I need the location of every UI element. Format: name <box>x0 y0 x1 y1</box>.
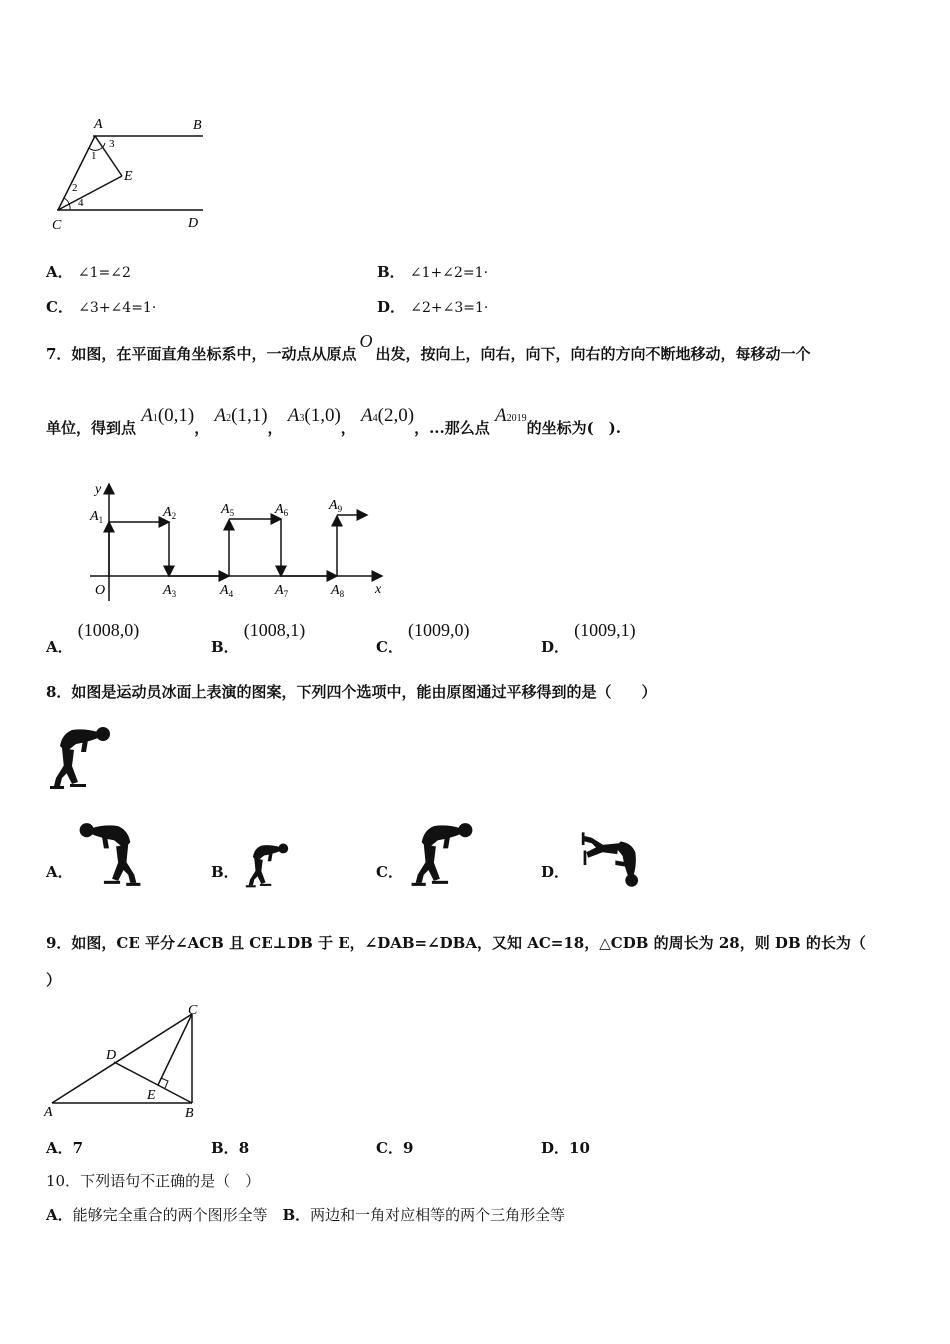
label-a1: $A_1$ <box>90 509 104 525</box>
label-a7: $A_7$ <box>275 583 289 599</box>
point-a4: A4(2,0) <box>361 405 415 426</box>
label-a9: $A_9$ <box>329 498 343 514</box>
label-y: y <box>95 482 102 497</box>
label-x: x <box>375 582 382 597</box>
segment-ce <box>58 176 122 210</box>
q9-option-d[interactable]: D．10 <box>541 1139 590 1157</box>
q10-stem: 10．下列语句不正确的是（ ） <box>46 1172 261 1190</box>
q9-option-b[interactable]: B．8 <box>211 1139 250 1157</box>
label-a: A <box>94 117 103 132</box>
q8-option-a[interactable]: A． <box>46 863 73 881</box>
skater-option-d <box>571 826 647 894</box>
skater-option-c <box>408 818 476 894</box>
q8-stem: 8．如图是运动员冰面上表演的图案，下列四个选项中，能由原图通过平移得到的是（ ） <box>46 683 657 701</box>
label-3: 3 <box>109 138 115 150</box>
label-a: A <box>44 1105 53 1120</box>
q6-option-c[interactable]: C． ∠3+∠4=1· <box>46 298 157 316</box>
point-a1: A1(0,1) <box>141 405 195 426</box>
point-a3: A3(1,0) <box>287 405 341 426</box>
label-4: 4 <box>78 197 84 209</box>
q6-option-b[interactable]: B． ∠1+∠2=1· <box>377 263 489 281</box>
label-c: C <box>52 218 62 233</box>
point-a2: A2(1,1) <box>214 405 268 426</box>
q7-stem-line2: 单位，得到点 A1(0,1)， A2(1,1)， A3(1,0)， A4(2,0)，...那么点 A2019的坐标为( ). <box>46 405 621 437</box>
q6-figure <box>45 112 220 237</box>
q6-option-d[interactable]: D． ∠2+∠3=1· <box>377 298 489 316</box>
label-d: D <box>106 1048 117 1063</box>
label-1: 1 <box>91 150 97 162</box>
segment-ac <box>58 136 95 210</box>
skater-option-b <box>243 840 291 893</box>
label-2: 2 <box>72 182 78 194</box>
origin-o: O <box>359 331 373 351</box>
label-a8: $A_8$ <box>331 583 345 599</box>
label-e: E <box>124 169 133 184</box>
label-a2: $A_2$ <box>163 505 177 521</box>
label-a5: $A_5$ <box>221 502 235 518</box>
label-d: D <box>188 216 199 231</box>
label-e: E <box>147 1088 156 1103</box>
skater-option-a <box>76 818 144 894</box>
q10-option-b[interactable]: B．两边和一角对应相等的两个三角形全等 <box>282 1206 566 1224</box>
q10-option-a[interactable]: A．能够完全重合的两个图形全等 <box>46 1206 268 1224</box>
label-o: O <box>95 583 106 598</box>
q7-option-b[interactable]: B． (1008,1) <box>211 620 306 656</box>
q8-option-b[interactable]: B． <box>211 863 239 881</box>
label-c: C <box>188 1003 198 1018</box>
point-a2019: A2019 <box>494 405 527 426</box>
label-b: B <box>193 118 202 133</box>
q7-stem-line1: 7．如图，在平面直角坐标系中，一动点从原点O出发，按向上，向右，向下，向右的方向不断地移动，每移动一个 <box>46 331 811 363</box>
label-b: B <box>185 1106 194 1121</box>
q9-stem-line2: ） <box>46 971 62 989</box>
q7-option-c[interactable]: C． (1009,0) <box>376 620 470 656</box>
q8-option-d[interactable]: D． <box>541 863 570 881</box>
q8-option-c[interactable]: C． <box>376 863 403 881</box>
q9-stem-line1: 9．如图，CE 平分∠ACB 且 CE⊥DB 于 E，∠DAB=∠DBA，又知 AC=18，△CDB 的周长为 28，则 DB 的长为（ <box>46 934 866 952</box>
angle-arc-c <box>64 198 70 210</box>
q9-option-c[interactable]: C．9 <box>376 1139 414 1157</box>
q10-options-row <box>46 1204 565 1225</box>
q9-option-a[interactable]: A．7 <box>46 1139 84 1157</box>
q7-coordinate-graph <box>85 476 390 606</box>
q6-option-a[interactable]: A． ∠1=∠2 <box>46 263 131 281</box>
label-a3: $A_3$ <box>163 583 177 599</box>
skater-original <box>48 722 112 797</box>
label-a4: $A_4$ <box>220 583 234 599</box>
q7-option-d[interactable]: D． (1009,1) <box>541 620 636 656</box>
label-a6: $A_6$ <box>275 502 289 518</box>
q7-option-a[interactable]: A． (1008,0) <box>46 620 140 656</box>
q9-triangle-figure <box>40 1000 210 1125</box>
